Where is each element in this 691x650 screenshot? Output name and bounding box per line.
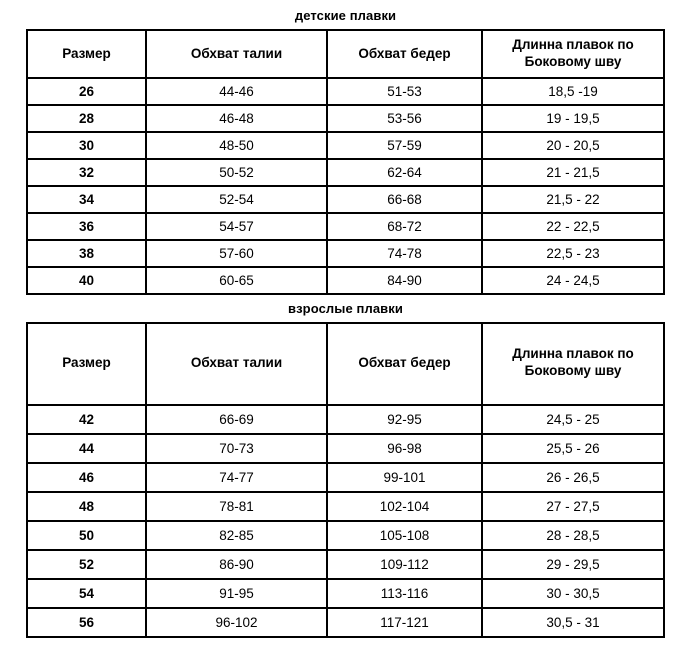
- cell-side-length: 30 - 30,5: [482, 579, 664, 608]
- adults-size-table: [26, 322, 665, 638]
- cell-hips: 99-101: [327, 463, 482, 492]
- cell-hips: 92-95: [327, 405, 482, 434]
- cell-waist: 70-73: [146, 434, 327, 463]
- cell-hips: 51-53: [327, 78, 482, 105]
- cell-hips: 109-112: [327, 550, 482, 579]
- cell-waist: 50-52: [146, 159, 327, 186]
- table-row: [27, 105, 664, 132]
- cell-waist: 78-81: [146, 492, 327, 521]
- cell-hips: 84-90: [327, 267, 482, 294]
- cell-waist: 57-60: [146, 240, 327, 267]
- cell-waist: 74-77: [146, 463, 327, 492]
- cell-waist: 46-48: [146, 105, 327, 132]
- table-row: [27, 405, 664, 434]
- cell-size: 30: [27, 132, 146, 159]
- table-header-row: [27, 323, 664, 405]
- cell-size: 52: [27, 550, 146, 579]
- column-header-side-length: Длинна плавок по Боковому шву: [482, 323, 664, 405]
- table-row: [27, 463, 664, 492]
- cell-side-length: 21,5 - 22: [482, 186, 664, 213]
- cell-side-length: 20 - 20,5: [482, 132, 664, 159]
- cell-size: 26: [27, 78, 146, 105]
- cell-side-length: 22 - 22,5: [482, 213, 664, 240]
- cell-hips: 53-56: [327, 105, 482, 132]
- cell-side-length: 18,5 -19: [482, 78, 664, 105]
- cell-waist: 60-65: [146, 267, 327, 294]
- table-header-row: [27, 30, 664, 78]
- cell-hips: 66-68: [327, 186, 482, 213]
- column-header-waist: Обхват талии: [146, 323, 327, 405]
- cell-size: 48: [27, 492, 146, 521]
- cell-side-length: 22,5 - 23: [482, 240, 664, 267]
- table-row: [27, 240, 664, 267]
- column-header-size: Размер: [27, 323, 146, 405]
- cell-side-length: 24,5 - 25: [482, 405, 664, 434]
- cell-hips: 57-59: [327, 132, 482, 159]
- table-row: [27, 550, 664, 579]
- cell-waist: 86-90: [146, 550, 327, 579]
- cell-hips: 74-78: [327, 240, 482, 267]
- cell-size: 46: [27, 463, 146, 492]
- cell-size: 40: [27, 267, 146, 294]
- cell-side-length: 27 - 27,5: [482, 492, 664, 521]
- table-row: [27, 159, 664, 186]
- cell-hips: 68-72: [327, 213, 482, 240]
- kids-size-table: [26, 29, 665, 295]
- cell-size: 34: [27, 186, 146, 213]
- cell-size: 36: [27, 213, 146, 240]
- table-row: [27, 434, 664, 463]
- column-header-size: Размер: [27, 30, 146, 78]
- table-row: [27, 521, 664, 550]
- cell-size: 50: [27, 521, 146, 550]
- cell-side-length: 26 - 26,5: [482, 463, 664, 492]
- cell-hips: 62-64: [327, 159, 482, 186]
- column-header-hips: Обхват бедер: [327, 323, 482, 405]
- column-header-waist: Обхват талии: [146, 30, 327, 78]
- cell-waist: 52-54: [146, 186, 327, 213]
- cell-side-length: 30,5 - 31: [482, 608, 664, 637]
- cell-size: 32: [27, 159, 146, 186]
- table-row: [27, 132, 664, 159]
- cell-side-length: 21 - 21,5: [482, 159, 664, 186]
- column-header-side-length: Длинна плавок по Боковому шву: [482, 30, 664, 78]
- cell-waist: 96-102: [146, 608, 327, 637]
- cell-side-length: 24 - 24,5: [482, 267, 664, 294]
- cell-size: 38: [27, 240, 146, 267]
- cell-side-length: 19 - 19,5: [482, 105, 664, 132]
- column-header-hips: Обхват бедер: [327, 30, 482, 78]
- table-row: [27, 267, 664, 294]
- table-row: [27, 78, 664, 105]
- cell-side-length: 29 - 29,5: [482, 550, 664, 579]
- table-caption-adults: взрослые плавки: [288, 301, 403, 316]
- cell-hips: 105-108: [327, 521, 482, 550]
- cell-side-length: 25,5 - 26: [482, 434, 664, 463]
- cell-side-length: 28 - 28,5: [482, 521, 664, 550]
- table-row: [27, 213, 664, 240]
- cell-waist: 44-46: [146, 78, 327, 105]
- cell-waist: 66-69: [146, 405, 327, 434]
- table-row: [27, 186, 664, 213]
- table-row: [27, 492, 664, 521]
- cell-size: 54: [27, 579, 146, 608]
- cell-size: 44: [27, 434, 146, 463]
- cell-size: 42: [27, 405, 146, 434]
- table-caption-kids: детские плавки: [294, 8, 397, 23]
- cell-waist: 82-85: [146, 521, 327, 550]
- cell-size: 56: [27, 608, 146, 637]
- cell-hips: 102-104: [327, 492, 482, 521]
- cell-hips: 113-116: [327, 579, 482, 608]
- cell-waist: 48-50: [146, 132, 327, 159]
- table-row: [27, 579, 664, 608]
- cell-hips: 117-121: [327, 608, 482, 637]
- cell-waist: 91-95: [146, 579, 327, 608]
- cell-size: 28: [27, 105, 146, 132]
- cell-hips: 96-98: [327, 434, 482, 463]
- cell-waist: 54-57: [146, 213, 327, 240]
- table-row: [27, 608, 664, 637]
